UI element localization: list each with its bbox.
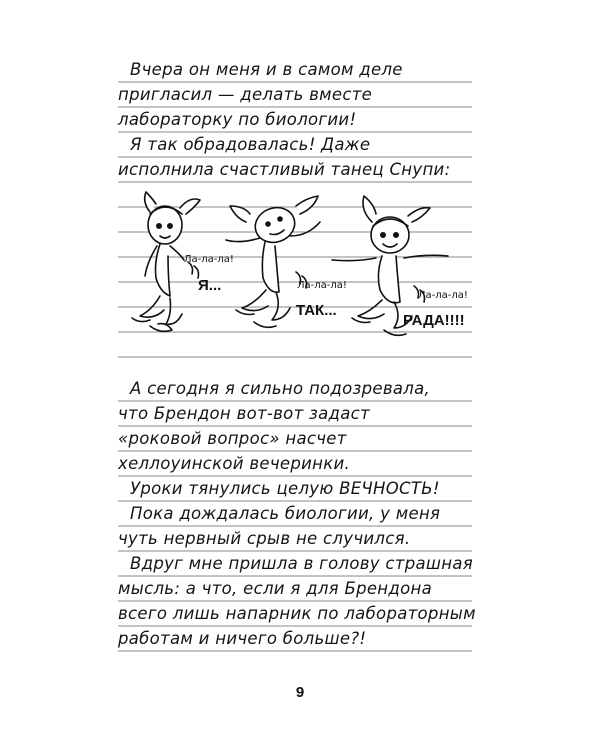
text-line: лабораторку по биологии! [118,110,357,129]
word-rada: РАДА!!!! [403,312,465,329]
word-tak: ТАК... [296,302,337,319]
text-line: всего лишь напарник по лабораторным [118,604,476,623]
text-line: чуть нервный срыв не случился. [118,529,411,548]
text-line: мысль: а что, если я для Брендона [118,579,432,598]
text-line: исполнила счастливый танец Снупи: [118,160,451,179]
text-line: работам и ничего больше?! [118,629,367,648]
text-line: Вдруг мне пришла в голову страшная [130,554,473,573]
text-line: Вчера он меня и в самом деле [130,60,403,79]
sfx-la-la-la-2: Ла-ла-ла! [297,280,347,291]
text-line: Я так обрадовалась! Даже [130,135,371,154]
text-line: «роковой вопрос» насчет [118,429,347,448]
text-line: что Брендон вот-вот задаст [118,404,370,423]
word-ya: Я... [198,277,222,294]
text-line: пригласил — делать вместе [118,85,373,104]
text-line: Уроки тянулись целую ВЕЧНОСТЬ! [130,479,440,498]
sfx-la-la-la-1: Ла-ла-ла! [184,254,234,265]
page-number: 9 [295,684,305,701]
sfx-la-la-la-3: Ла-ла-ла! [418,290,468,301]
text-line: Пока дождалась биологии, у меня [130,504,441,523]
text-line: хеллоуинской вечеринки. [118,454,351,473]
text-line: А сегодня я сильно подозревала, [130,379,431,398]
